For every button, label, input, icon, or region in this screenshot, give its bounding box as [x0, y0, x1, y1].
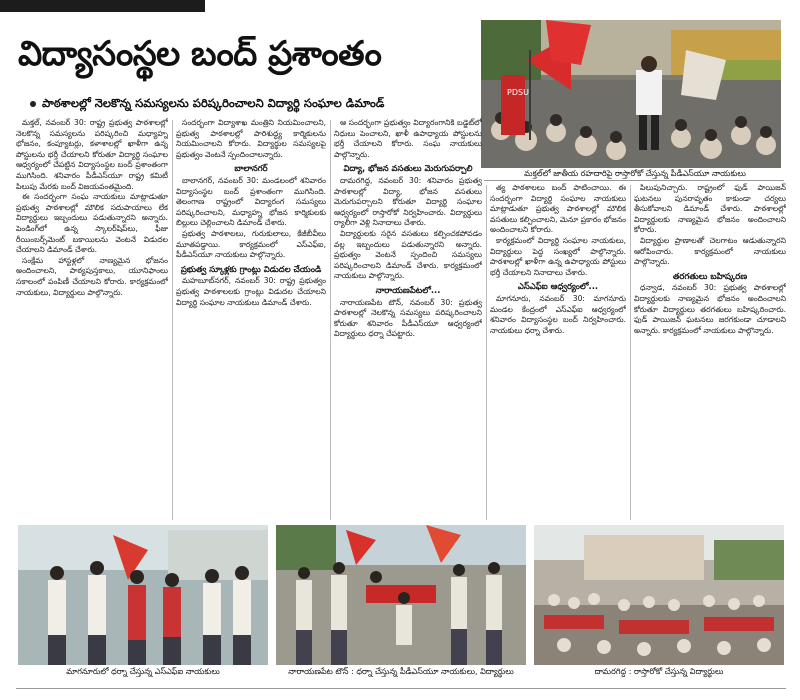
section-subheading: బాలానగర్‌ — [234, 163, 268, 174]
maganur-photo-illustration — [18, 525, 268, 665]
paragraph: ప్రభుత్వ పాఠశాలలు, గురుకులాలు, కేజీబీవీలు మూతపడ్డాయి. కార్యక్రమంలో ఎస్‌ఎఫ్‌ఐ, పీడీఎస్‌యూ నాయకులు పాల్గొన్నారు. — [176, 228, 326, 260]
article-column-3 — [334, 118, 482, 523]
paragraph: విద్యార్థుల ప్రాణాలతో చెలగాటం ఆడుతున్నారని ఆరోపించారు. కార్యక్రమంలో నాయకులు పాల్గొన్నారు. — [634, 235, 786, 267]
rule-under-top-photo — [484, 180, 784, 181]
column-divider — [172, 120, 173, 520]
paragraph: ఆ సందర్భంగా ప్రభుత్వం విద్యారంగానికి బడ్జెట్‌లో నిధులు పెంచాలని, ఖాళీ ఉపాధ్యాయ పోస్టులను భర్తీ చేయాలని కోరారు. సంఘ నాయకులు పాల్గొన్నారు. — [334, 118, 482, 159]
column-divider — [486, 185, 487, 520]
article-column-2 — [176, 118, 326, 523]
paragraph: పిలుపునిచ్చారు. రాష్ట్రంలో ఫుడ్‌ పాయిజన్‌ ఘటనలు పునరావృతం కాకుండా చర్యలు తీసుకోవాలని డిమాండ్‌ చేశారు. పాఠశాలల్లో విద్యార్థులకు నాణ్యమైన భోజనం అందించాలని కోరారు. — [634, 183, 786, 235]
column-divider — [330, 120, 331, 520]
section-subheading: తరగతులు బహిష్కరణ — [672, 270, 748, 281]
narayanpet-photo-illustration — [276, 525, 526, 665]
article-headline: విద్యాసంస్థల బంద్‌ ప్రశాంతం — [18, 34, 382, 74]
paragraph: దామరగిద్ద, నవంబర్‌ 30: శనివారం ప్రభుత్వ పాఠశాలల్లో విద్యా, భోజన వసతులు మెరుగుపర్చాలని కోరుతూ విద్యార్థి సంఘాల ఆధ్వర్యంలో రాస్తారోకో నిర్వహించారు. విద్యార్థులు ర్యాలీగా వెళ్లి నినాదాలు చేశారు. — [334, 175, 482, 228]
section-subheading: నారాయణపేటలో... — [375, 284, 441, 295]
paragraph: కార్యక్రమంలో విద్యార్థి సంఘాల నాయకులు, విద్యార్థులు పెద్ద సంఖ్యలో పాల్గొన్నారు. పాఠశాలల్లో ఖాళీగా ఉన్న ఉపాధ్యాయ పోస్టులు భర్తీ చేయాలని నినాదాలు చేశారు. — [490, 235, 626, 277]
section-subheading: ఎస్‌ఎఫ్‌ఐ ఆధ్వర్యంలో... — [517, 281, 599, 292]
article-column-1 — [16, 118, 168, 523]
photo-damaragidda-rastaroko — [534, 525, 784, 665]
caption-top-photo: మక్తల్‌లో జాతీయ రహదారిపై రాస్తారోకో చేస్తున్న పీడీఎస్‌యూ నాయకులు — [524, 169, 746, 178]
article-column-4 — [490, 183, 626, 523]
photo-maganur-dharna — [18, 525, 268, 665]
paragraph: బాలానగర్‌, నవంబర్‌ 30: మండలంలో శనివారం విద్యాసంస్థల బంద్‌ ప్రశాంతంగా ముగిసింది. తెలంగాణ రాష్ట్రంలో విద్యారంగ సమస్యలు పరిష్కరించాలని, మధ్యాహ్న భోజన కార్మికులకు బిల్లులు చెల్లించాలని డిమాండ్‌ చేశారు. — [176, 175, 326, 228]
article-subheadline: పాఠశాలల్లో నెలకొన్న సమస్యలను పరిష్కరించాలని విద్యార్థి సంఘాల డిమాండ్‌ — [42, 96, 385, 110]
paragraph: విద్యార్థులకు సరైన వసతులు కల్పించకపోవడం వల్ల ఇబ్బందులు పడుతున్నారని అన్నారు. ప్రభుత్వం వెంటనే స్పందించి సమస్యలు పరిష్కరించాలని డిమాండ్‌ చేశారు. కార్యక్రమంలో నాయకులు పాల్గొన్నారు. — [334, 228, 482, 281]
paragraph: మహబూబ్‌నగర్‌, నవంబర్‌ 30: రాష్ట్ర ప్రభుత్వం ప్రభుత్వ పాఠశాలలకు గ్రాంట్లు విడుదల చేయాలని విద్యార్థి సంఘాల నాయకులు డిమాండ్‌ చేశారు. — [176, 276, 326, 307]
paragraph: మాగనూరు, నవంబర్‌ 30: మాగనూరు మండల కేంద్రంలో ఎస్‌ఎఫ్‌ఐ ఆధ్వర్యంలో శనివారం విద్యాసంస్థల బంద్‌ నిర్వహించారు. నాయకులు ధర్నా చేశారు. — [490, 293, 626, 335]
paragraph: త్య పాఠశాలలు బంద్‌ పాటించాయి. ఈ సందర్భంగా విద్యార్థి సంఘాల నాయకులు మాట్లాడుతూ ప్రభుత్వ పాఠశాలల్లో మౌలిక వసతులు కల్పించాలని, మెనూ ప్రకారం భోజనం అందించాలని కోరారు. — [490, 183, 626, 235]
paragraph: నారాయణపేట టౌన్‌, నవంబర్‌ 30: ప్రభుత్వ పాఠశాలల్లో నెలకొన్న సమస్యలు పరిష్కరించాలని కోరుతూ శనివారం పీడీఎస్‌యూ ఆధ్వర్యంలో విద్యార్థులు ధర్నా చేపట్టారు. — [334, 297, 482, 339]
rally-photo-illustration — [481, 20, 781, 168]
masthead-bar — [0, 0, 800, 12]
paragraph: ధన్వాడ, నవంబర్‌ 30: ప్రభుత్వ పాఠశాలల్లో విద్యార్థులకు నాణ్యమైన భోజనం అందించాలని కోరుతూ విద్యార్థులు తరగతులు బహిష్కరించారు. ఫుడ్‌ పాయిజన్‌ ఘటనలు జరగకుండా చూడాలని అన్నారు. కార్యక్రమంలో నాయకులు పాల్గొన్నారు. — [634, 283, 786, 335]
article-column-5 — [634, 183, 786, 523]
caption-narayanpet: నారాయణపేట టౌన్‌ : ధర్నా చేస్తున్న పీడీఎస్‌యూ నాయకులు, విద్యార్థులు — [288, 667, 514, 676]
column-divider — [630, 185, 631, 520]
paragraph: సందర్భంగా విద్యాశాఖ మంత్రిని నియమించాలని, ప్రభుత్వ పాఠశాలల్లో పారిశుద్ధ్య కార్మికులను నియమించాలని కోరారు. విద్యార్థుల సమస్యలపై ప్రభుత్వం వెంటనే స్పందించాలన్నారు. — [176, 118, 326, 159]
paragraph: మక్తల్‌, నవంబర్‌ 30: రాష్ట్ర ప్రభుత్వ పాఠశాలల్లో నెలకొన్న సమస్యలను పరిష్కరించి మధ్యాహ్న భోజనం, కంప్యూటర్లు, కళాశాలల్లో ఖాళీగా ఉన్న పోస్టులను భర్తీ చేయాలని కోరుతూ విద్యార్థి సంఘాల ఆధ్వర్యంలో చేపట్టిన విద్యాసంస్థల బంద్‌ ప్రశాంతంగా ముగిసింది. శనివారం పీడీఎస్‌యూ రాష్ట్ర కమిటీ పిలుపు మేరకు బంద్‌ విజయవంతమైంది. — [16, 118, 168, 191]
banner-text: PDSU — [507, 88, 529, 97]
damaragidda-photo-illustration — [534, 525, 784, 665]
paragraph: సంక్షేమ హాస్టళ్లలో నాణ్యమైన భోజనం అందించాలని, పాఠ్యపుస్తకాలు, యూనిఫాంలు సకాలంలో పంపిణీ చేయాలని కోరారు. కార్యక్రమంలో నాయకులు, విద్యార్థులు పాల్గొన్నారు. — [16, 255, 168, 297]
section-subheading: ప్రభుత్వ స్కూళ్లకు గ్రాంట్లు విడుదల చేయండి — [180, 263, 322, 274]
caption-damaragidda: దామరగిద్ద : రాస్తారోకో చేస్తున్న విద్యార్థులు — [594, 667, 724, 676]
section-subheading: విద్యా, భోజన వసతులు మెరుగుపర్చాలి — [343, 163, 473, 174]
caption-maganur: మాగనూరులో ధర్నా చేస్తున్న ఎస్‌ఎఫ్‌ఐ నాయకులు — [66, 667, 220, 676]
bottom-rule — [16, 688, 786, 689]
subheadline-bullet — [30, 101, 36, 107]
photo-narayanpet-dharna — [276, 525, 526, 665]
photo-pdsu-rally — [481, 20, 781, 168]
paragraph: ఈ సందర్భంగా సంఘ నాయకులు మాట్లాడుతూ ప్రభుత్వ పాఠశాలల్లో మౌలిక సదుపాయాలు లేక విద్యార్థులు ఇబ్బందులు పడుతున్నారని అన్నారు. పెండింగ్‌లో ఉన్న స్కాలర్‌షిప్‌లు, ఫీజు రీయింబర్స్‌మెంట్‌ బకాయిలను వెంటనే విడుదల చేయాలని డిమాండ్‌ చేశారు. — [16, 192, 168, 255]
